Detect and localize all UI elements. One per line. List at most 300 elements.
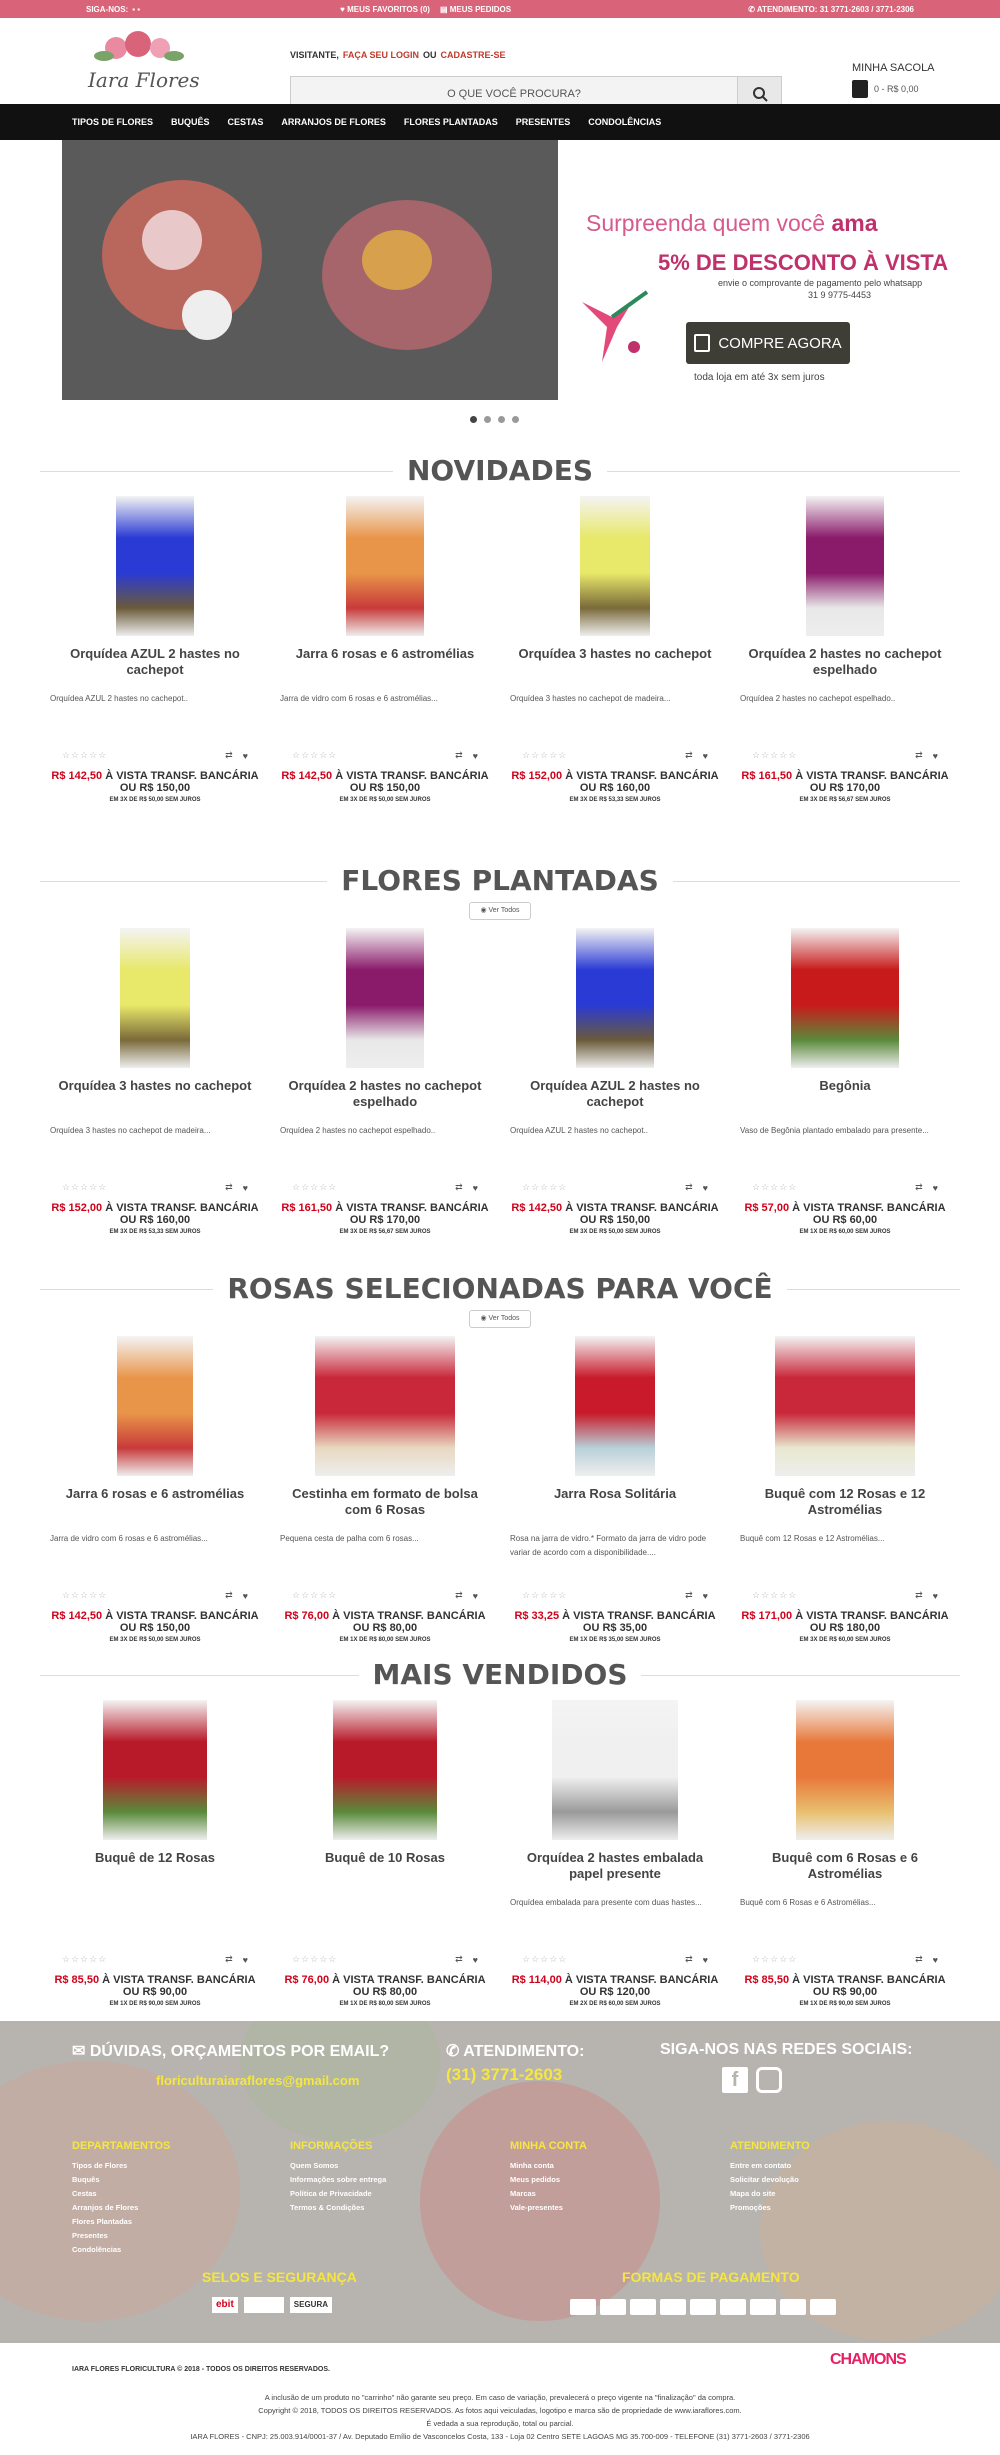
social-icons[interactable]: ▪ ▪ <box>132 4 141 14</box>
product-name[interactable]: Jarra 6 rosas e 6 astromélias <box>295 646 475 661</box>
product-image[interactable] <box>116 496 194 636</box>
footer-link[interactable]: Solicitar devolução <box>730 2175 799 2184</box>
compare-icon[interactable]: ⇄ <box>915 750 923 760</box>
cash-label: À VISTA TRANSF. BANCÁRIA <box>795 770 949 782</box>
favorite-icon[interactable]: ♥ <box>702 1954 708 1965</box>
follow-label: SIGA-NOS: <box>86 4 129 14</box>
view-all-button[interactable]: ◉ Ver Todos <box>469 902 531 920</box>
product-name[interactable]: Orquídea 3 hastes no cachepot <box>58 1078 252 1093</box>
rating-stars: ☆☆☆☆☆ <box>62 1182 108 1192</box>
top-bar <box>0 0 1000 18</box>
footer-link[interactable]: Presentes <box>72 2231 108 2240</box>
shopping-bag[interactable] <box>852 62 935 98</box>
product-name[interactable]: Orquídea AZUL 2 hastes no cachepot <box>70 646 240 677</box>
promo-whatsapp-text: envie o comprovante de pagamento pelo whatsapp <box>718 278 923 288</box>
rating-stars: ☆☆☆☆☆ <box>292 1590 338 1600</box>
product-price <box>40 1974 270 2010</box>
section-title: FLORES PLANTADAS <box>327 864 673 897</box>
product-price <box>500 1202 730 1238</box>
payment-icons <box>570 2299 836 2315</box>
product-image[interactable] <box>791 928 899 1068</box>
product-description: Orquídea 2 hastes no cachepot espelhado.. <box>280 1126 436 1135</box>
section-header <box>40 1658 960 1692</box>
favorite-icon[interactable]: ♥ <box>242 1182 248 1193</box>
product-actions <box>62 750 248 761</box>
product-price <box>730 1974 960 2010</box>
secure-seal[interactable]: SEGURA <box>290 2297 332 2313</box>
footer-link[interactable]: Minha conta <box>510 2161 554 2170</box>
installments: EM 3X DE R$ 50,00 SEM JUROS <box>339 797 431 803</box>
footer-link[interactable]: Política de Privacidade <box>290 2189 372 2198</box>
phone-title: ✆ ATENDIMENTO: <box>446 2043 585 2060</box>
footer-link[interactable]: Promoções <box>730 2203 771 2212</box>
social-title: SIGA-NOS NAS REDES SOCIAIS: <box>660 2041 913 2058</box>
favorite-icon[interactable]: ♥ <box>472 1590 478 1601</box>
product-image[interactable] <box>346 496 424 636</box>
regular-price: OU R$ 180,00 <box>809 1622 881 1634</box>
promo-discount: 5% DE DESCONTO À VISTA <box>658 250 949 275</box>
installments: EM 1X DE R$ 60,00 SEM JUROS <box>799 1229 891 1235</box>
rating-stars: ☆☆☆☆☆ <box>62 1590 108 1600</box>
rating-stars: ☆☆☆☆☆ <box>62 750 108 760</box>
discover-icon <box>750 2299 776 2315</box>
cash-price: R$ 152,00 <box>51 1202 103 1214</box>
legal-line: IARA FLORES - CNPJ: 25.003.914/0001-37 / Av. Deputado Emílio de Vasconcelos Costa, 133 - Loja 02 Centro SETE LAGOAS MG 35.700-009 - TELEFONE (31) 3771-2603 / 3771-2306 <box>190 2432 810 2441</box>
cash-label: À VISTA TRANSF. BANCÁRIA <box>565 770 719 782</box>
product-price <box>40 770 270 806</box>
nav-item[interactable]: ARRANJOS DE FLORES <box>281 117 386 127</box>
product-actions <box>62 1182 248 1193</box>
promo-banner[interactable] <box>558 140 949 400</box>
product-image[interactable] <box>117 1336 193 1476</box>
footer-link[interactable]: Buquês <box>72 2175 100 2184</box>
compare-icon[interactable]: ⇄ <box>685 1590 693 1600</box>
favorite-icon[interactable]: ♥ <box>932 1590 938 1601</box>
product-actions <box>522 750 708 761</box>
cash-label: À VISTA TRANSF. BANCÁRIA <box>332 1610 486 1622</box>
chamons-logo[interactable]: CHAMONS <box>830 2351 906 2368</box>
google-seal[interactable] <box>244 2297 284 2313</box>
product-price <box>270 1610 500 1646</box>
product-grid <box>40 496 960 814</box>
section-title: NOVIDADES <box>393 454 607 487</box>
section-header <box>40 454 960 488</box>
nav-item[interactable]: CONDOLÊNCIAS <box>588 117 662 127</box>
cash-label: À VISTA TRANSF. BANCÁRIA <box>562 1610 716 1622</box>
favorite-icon[interactable]: ♥ <box>472 1954 478 1965</box>
nav-item[interactable]: CESTAS <box>227 117 264 127</box>
main-nav <box>0 104 1000 140</box>
compare-icon[interactable]: ⇄ <box>225 1590 233 1600</box>
product-actions <box>522 1182 708 1193</box>
favorite-icon[interactable]: ♥ <box>932 1954 938 1965</box>
favorite-icon[interactable]: ♥ <box>472 750 478 761</box>
product-image[interactable] <box>580 496 650 636</box>
register-link[interactable]: CADASTRE-SE <box>440 50 506 60</box>
promo-whatsapp-number: 31 9 9775-4453 <box>808 290 872 300</box>
footer <box>0 2021 1000 2343</box>
product-image[interactable] <box>333 1700 437 1840</box>
product-actions <box>292 750 478 761</box>
legal-line: Copyright © 2018, TODOS OS DIREITOS RESERVADOS. As fotos aqui veiculadas, logotipo e marca são de propriedade de www.iaraflores.com. <box>258 2406 742 2415</box>
security-seals <box>212 2297 332 2313</box>
product-actions <box>292 1590 478 1601</box>
product-actions <box>522 1954 708 1965</box>
rating-stars: ☆☆☆☆☆ <box>62 1954 108 1964</box>
favorite-icon[interactable]: ♥ <box>242 1954 248 1965</box>
cash-price: R$ 114,00 <box>511 1974 562 1986</box>
search-input[interactable]: O QUE VOCÊ PROCURA? <box>447 88 581 100</box>
amex-icon <box>630 2299 656 2315</box>
cash-price: R$ 76,00 <box>284 1610 330 1622</box>
product-name[interactable]: Buquê com 12 Rosas e 12 Astromélias <box>764 1486 926 1517</box>
product-price <box>500 1610 730 1646</box>
footer-column-title: INFORMAÇÕES <box>290 2140 373 2152</box>
login-link[interactable]: FAÇA SEU LOGIN <box>342 50 420 60</box>
product-price <box>730 770 960 806</box>
bottom-bar <box>0 2343 1000 2455</box>
visa-icon <box>570 2299 596 2315</box>
footer-link[interactable]: Cestas <box>72 2189 97 2198</box>
regular-price: OU R$ 170,00 <box>349 1214 421 1226</box>
regular-price: OU R$ 35,00 <box>582 1622 648 1634</box>
carousel-dot[interactable] <box>512 416 519 423</box>
view-all-button[interactable]: ◉ Ver Todos <box>469 1310 531 1328</box>
footer-column <box>72 2139 170 2257</box>
cash-price: R$ 142,50 <box>51 770 103 782</box>
nav-item[interactable]: TIPOS DE FLORES <box>72 117 154 127</box>
installments: EM 2X DE R$ 60,00 SEM JUROS <box>569 2001 661 2007</box>
product-card[interactable] <box>500 928 730 1246</box>
product-card[interactable] <box>270 928 500 1246</box>
footer-column <box>290 2139 386 2215</box>
footer-column-title: DEPARTAMENTOS <box>72 2140 171 2152</box>
hummingbird-icon <box>572 272 652 372</box>
favorite-icon[interactable]: ♥ <box>932 750 938 761</box>
bag-title: MINHA SACOLA <box>852 62 935 74</box>
product-card[interactable] <box>730 1700 960 2018</box>
section-header <box>40 864 960 898</box>
regular-price: OU R$ 170,00 <box>809 782 881 794</box>
product-section <box>40 1272 960 1654</box>
compare-icon[interactable]: ⇄ <box>225 750 233 760</box>
cash-price: R$ 33,25 <box>514 1610 560 1622</box>
product-name[interactable]: Cestinha em formato de bolsa com 6 Rosas <box>292 1486 478 1517</box>
product-name[interactable]: Buquê de 10 Rosas <box>325 1850 445 1865</box>
installments: EM 1X DE R$ 90,00 SEM JUROS <box>799 2001 891 2007</box>
product-name[interactable]: Buquê com 6 Rosas e 6 Astromélias <box>772 1850 918 1881</box>
carousel-dot[interactable] <box>484 416 491 423</box>
login-prompt: VISITANTE, FAÇA SEU LOGIN OU CADASTRE-SE <box>290 50 506 60</box>
footer-column <box>730 2139 810 2215</box>
footer-column <box>510 2139 587 2215</box>
cash-price: R$ 142,50 <box>51 1610 103 1622</box>
ebit-seal[interactable]: ebit <box>212 2297 238 2313</box>
carousel-dot[interactable] <box>470 416 477 423</box>
footer-link[interactable]: Marcas <box>510 2189 536 2198</box>
rating-stars: ☆☆☆☆☆ <box>522 750 568 760</box>
footer-link[interactable]: Tipos de Flores <box>72 2161 128 2170</box>
rating-stars: ☆☆☆☆☆ <box>522 1954 568 1964</box>
product-card[interactable] <box>500 1336 730 1654</box>
rating-stars: ☆☆☆☆☆ <box>292 750 338 760</box>
nav-item[interactable]: PRESENTES <box>515 117 571 127</box>
installments: EM 1X DE R$ 80,00 SEM JUROS <box>339 2001 431 2007</box>
product-description: Buquê com 6 Rosas e 6 Astromélias... <box>740 1898 876 1907</box>
cash-price: R$ 76,00 <box>284 1974 330 1986</box>
rating-stars: ☆☆☆☆☆ <box>752 1182 798 1192</box>
product-name[interactable]: Jarra Rosa Solitária <box>553 1486 677 1501</box>
buy-now-button[interactable]: COMPRE AGORA <box>686 322 850 364</box>
product-actions <box>292 1954 478 1965</box>
product-price <box>270 770 500 806</box>
cash-label: À VISTA TRANSF. BANCÁRIA <box>102 1974 256 1986</box>
product-actions <box>752 1182 938 1193</box>
cash-label: À VISTA TRANSF. BANCÁRIA <box>105 770 259 782</box>
footer-link[interactable]: Informações sobre entrega <box>290 2175 387 2184</box>
cash-price: R$ 142,50 <box>281 770 333 782</box>
favorites-link[interactable]: ♥ MEUS FAVORITOS (0) <box>340 4 430 14</box>
product-image[interactable] <box>806 496 884 636</box>
cash-label: À VISTA TRANSF. BANCÁRIA <box>335 1202 489 1214</box>
compare-icon[interactable]: ⇄ <box>225 1182 233 1192</box>
product-card[interactable] <box>40 1700 270 2018</box>
regular-price: OU R$ 150,00 <box>119 1622 191 1634</box>
footer-link[interactable]: Arranjos de Flores <box>72 2203 139 2212</box>
facebook-icon[interactable]: f <box>722 2067 748 2093</box>
cash-price: R$ 161,50 <box>741 770 793 782</box>
product-card[interactable] <box>270 496 500 814</box>
compare-icon[interactable]: ⇄ <box>455 1954 463 1964</box>
logo-text: Iara Flores <box>88 68 200 92</box>
product-card[interactable] <box>40 1336 270 1654</box>
bag-total: 0 - R$ 0,00 <box>874 84 919 94</box>
flower-logo-icon <box>86 26 196 71</box>
product-name[interactable]: Buquê de 12 Rosas <box>95 1850 215 1865</box>
installments: EM 1X DE R$ 90,00 SEM JUROS <box>109 2001 201 2007</box>
footer-link[interactable]: Flores Plantadas <box>72 2217 133 2226</box>
favorite-icon[interactable]: ♥ <box>242 750 248 761</box>
bag-icon <box>852 80 868 98</box>
installments: EM 3X DE R$ 53,33 SEM JUROS <box>109 1229 201 1235</box>
product-grid <box>40 1336 960 1654</box>
compare-icon[interactable]: ⇄ <box>915 1590 923 1600</box>
product-name[interactable]: Orquídea 2 hastes no cachepot espelhado <box>288 1078 482 1109</box>
promo-headline: Surpreenda quem você ama <box>586 210 878 236</box>
regular-price: OU R$ 150,00 <box>119 782 191 794</box>
carousel-dot[interactable] <box>498 416 505 423</box>
cash-price: R$ 85,50 <box>54 1974 100 1986</box>
regular-price: OU R$ 90,00 <box>122 1986 188 1998</box>
product-actions <box>62 1590 248 1601</box>
search-icon <box>752 86 768 102</box>
compare-icon[interactable]: ⇄ <box>915 1954 923 1964</box>
security-title: SELOS E SEGURANÇA <box>202 2269 357 2285</box>
product-card[interactable] <box>40 928 270 1246</box>
product-actions <box>752 1954 938 1965</box>
rating-stars: ☆☆☆☆☆ <box>752 750 798 760</box>
email-link[interactable]: floriculturaiaraflores@gmail.com <box>156 2073 360 2088</box>
favorite-icon[interactable]: ♥ <box>242 1590 248 1601</box>
favorite-icon[interactable]: ♥ <box>702 750 708 761</box>
product-description: Orquídea 2 hastes no cachepot espelhado.. <box>740 694 896 703</box>
product-description: Vaso de Begônia plantado embalado para presente... <box>740 1126 929 1135</box>
product-name[interactable]: Orquídea 2 hastes embalada papel presente <box>526 1850 704 1881</box>
product-description: Jarra de vidro com 6 rosas e 6 astromélias... <box>50 1534 208 1543</box>
product-image[interactable] <box>120 928 190 1068</box>
compare-icon[interactable]: ⇄ <box>685 1182 693 1192</box>
product-name[interactable]: Orquídea AZUL 2 hastes no cachepot <box>530 1078 700 1109</box>
product-card[interactable] <box>270 1700 500 2018</box>
footer-link[interactable]: Termos & Condições <box>290 2203 365 2212</box>
email-title: ✉ DÚVIDAS, ORÇAMENTOS POR EMAIL? <box>72 2043 390 2060</box>
section-header <box>40 1272 960 1306</box>
regular-price: OU R$ 80,00 <box>352 1986 418 1998</box>
product-price <box>40 1202 270 1238</box>
view-all-label: Ver Todos <box>488 1315 520 1322</box>
rating-stars: ☆☆☆☆☆ <box>752 1954 798 1964</box>
cash-label: À VISTA TRANSF. BANCÁRIA <box>795 1610 949 1622</box>
rating-stars: ☆☆☆☆☆ <box>752 1590 798 1600</box>
cash-label: À VISTA TRANSF. BANCÁRIA <box>335 770 489 782</box>
regular-price: OU R$ 80,00 <box>352 1622 418 1634</box>
product-image[interactable] <box>103 1700 207 1840</box>
compare-icon[interactable]: ⇄ <box>455 750 463 760</box>
product-description: Orquídea 3 hastes no cachepot de madeira... <box>510 694 671 703</box>
product-card[interactable] <box>500 496 730 814</box>
product-price <box>730 1202 960 1238</box>
footer-link[interactable]: Entre em contato <box>730 2161 792 2170</box>
cash-label: À VISTA TRANSF. BANCÁRIA <box>332 1974 486 1986</box>
bag-icon <box>694 334 710 352</box>
logo[interactable] <box>86 26 200 96</box>
cash-label: À VISTA TRANSF. BANCÁRIA <box>105 1202 259 1214</box>
cash-price: R$ 142,50 <box>511 1202 563 1214</box>
product-card[interactable] <box>270 1336 500 1654</box>
product-name[interactable]: Orquídea 3 hastes no cachepot <box>518 646 712 661</box>
product-image[interactable] <box>346 928 424 1068</box>
installments: EM 3X DE R$ 50,00 SEM JUROS <box>109 1637 201 1643</box>
favorite-icon[interactable]: ♥ <box>932 1182 938 1193</box>
product-name[interactable]: Begônia <box>819 1078 871 1093</box>
compare-icon[interactable]: ⇄ <box>455 1590 463 1600</box>
payment-title: FORMAS DE PAGAMENTO <box>622 2269 800 2285</box>
product-card[interactable] <box>730 1336 960 1654</box>
product-image[interactable] <box>796 1700 894 1840</box>
favorite-icon[interactable]: ♥ <box>702 1182 708 1193</box>
installments: EM 3X DE R$ 56,67 SEM JUROS <box>339 1229 431 1235</box>
product-image[interactable] <box>315 1336 455 1476</box>
phone-number: (31) 3771-2603 <box>446 2065 563 2084</box>
product-card[interactable] <box>730 928 960 1246</box>
footer-link[interactable]: Vale-presentes <box>510 2203 563 2212</box>
rating-stars: ☆☆☆☆☆ <box>522 1590 568 1600</box>
product-actions <box>522 1590 708 1601</box>
regular-price: OU R$ 120,00 <box>579 1986 651 1998</box>
product-actions <box>62 1954 248 1965</box>
rating-stars: ☆☆☆☆☆ <box>292 1182 338 1192</box>
installments: EM 3X DE R$ 56,67 SEM JUROS <box>799 797 891 803</box>
product-description: Jarra de vidro com 6 rosas e 6 astromélias... <box>280 694 438 703</box>
rating-stars: ☆☆☆☆☆ <box>292 1954 338 1964</box>
product-card[interactable] <box>500 1700 730 2018</box>
product-grid <box>40 928 960 1246</box>
installments: EM 3X DE R$ 53,33 SEM JUROS <box>569 797 661 803</box>
regular-price: OU R$ 90,00 <box>812 1986 878 1998</box>
product-description: Pequena cesta de palha com 6 rosas... <box>280 1534 419 1543</box>
regular-price: OU R$ 60,00 <box>812 1214 878 1226</box>
compare-icon[interactable]: ⇄ <box>225 1954 233 1964</box>
product-section <box>40 454 960 814</box>
section-title: ROSAS SELECIONADAS PARA VOCÊ <box>213 1272 786 1305</box>
hero-banner-image[interactable] <box>62 140 558 400</box>
product-card[interactable] <box>730 496 960 814</box>
product-image[interactable] <box>775 1336 915 1476</box>
compare-icon[interactable]: ⇄ <box>685 1954 693 1964</box>
service-phone: ✆ ATENDIMENTO: 31 3771-2603 / 3771-2306 <box>748 4 914 14</box>
footer-link[interactable]: Quem Somos <box>290 2161 339 2170</box>
compare-icon[interactable]: ⇄ <box>915 1182 923 1192</box>
promo-installments: toda loja em até 3x sem juros <box>694 372 825 383</box>
cash-label: À VISTA TRANSF. BANCÁRIA <box>564 1974 719 1986</box>
legal-line: É vedada a sua reprodução, total ou parcial. <box>426 2419 574 2428</box>
product-card[interactable] <box>40 496 270 814</box>
regular-price: OU R$ 160,00 <box>579 782 651 794</box>
product-name[interactable]: Jarra 6 rosas e 6 astromélias <box>65 1486 245 1501</box>
product-description: Orquídea embalada para presente com duas hastes... <box>510 1898 702 1907</box>
compare-icon[interactable]: ⇄ <box>685 750 693 760</box>
product-price <box>500 1974 730 2010</box>
installments: EM 1X DE R$ 35,00 SEM JUROS <box>569 1637 661 1643</box>
favorite-icon[interactable]: ♥ <box>472 1182 478 1193</box>
nav-item[interactable]: FLORES PLANTADAS <box>403 117 498 127</box>
product-image[interactable] <box>576 928 654 1068</box>
orders-link[interactable]: ▤ MEUS PEDIDOS <box>439 4 512 14</box>
boleto-icon <box>660 2299 686 2315</box>
cash-price: R$ 171,00 <box>741 1610 793 1622</box>
legal-text <box>0 2391 1000 2443</box>
product-price <box>40 1610 270 1646</box>
installments: EM 3X DE R$ 60,00 SEM JUROS <box>799 1637 891 1643</box>
product-grid <box>40 1700 960 2018</box>
product-name[interactable]: Orquídea 2 hastes no cachepot espelhado <box>748 646 942 677</box>
product-actions <box>752 1590 938 1601</box>
footer-link[interactable]: Condolências <box>72 2245 122 2254</box>
product-description: Orquídea 3 hastes no cachepot de madeira... <box>50 1126 211 1135</box>
regular-price: OU R$ 160,00 <box>119 1214 191 1226</box>
product-actions <box>292 1182 478 1193</box>
product-image[interactable] <box>552 1700 678 1840</box>
elo-icon <box>720 2299 746 2315</box>
cash-price: R$ 161,50 <box>281 1202 333 1214</box>
header <box>0 18 1000 104</box>
footer-link[interactable]: Mapa do site <box>730 2189 776 2198</box>
cash-label: À VISTA TRANSF. BANCÁRIA <box>105 1610 259 1622</box>
nav-item[interactable]: BUQUÊS <box>171 117 210 127</box>
cash-price: R$ 85,50 <box>744 1974 790 1986</box>
rating-stars: ☆☆☆☆☆ <box>522 1182 568 1192</box>
instagram-icon[interactable] <box>756 2067 782 2093</box>
cash-label: À VISTA TRANSF. BANCÁRIA <box>792 1974 946 1986</box>
section-title: MAIS VENDIDOS <box>359 1658 642 1691</box>
product-image[interactable] <box>575 1336 655 1476</box>
installments: EM 3X DE R$ 50,00 SEM JUROS <box>109 797 201 803</box>
footer-link[interactable]: Meus pedidos <box>510 2175 561 2184</box>
cash-price: R$ 152,00 <box>511 770 563 782</box>
favorite-icon[interactable]: ♥ <box>702 1590 708 1601</box>
compare-icon[interactable]: ⇄ <box>455 1182 463 1192</box>
product-description: Orquídea AZUL 2 hastes no cachepot.. <box>510 1126 649 1135</box>
